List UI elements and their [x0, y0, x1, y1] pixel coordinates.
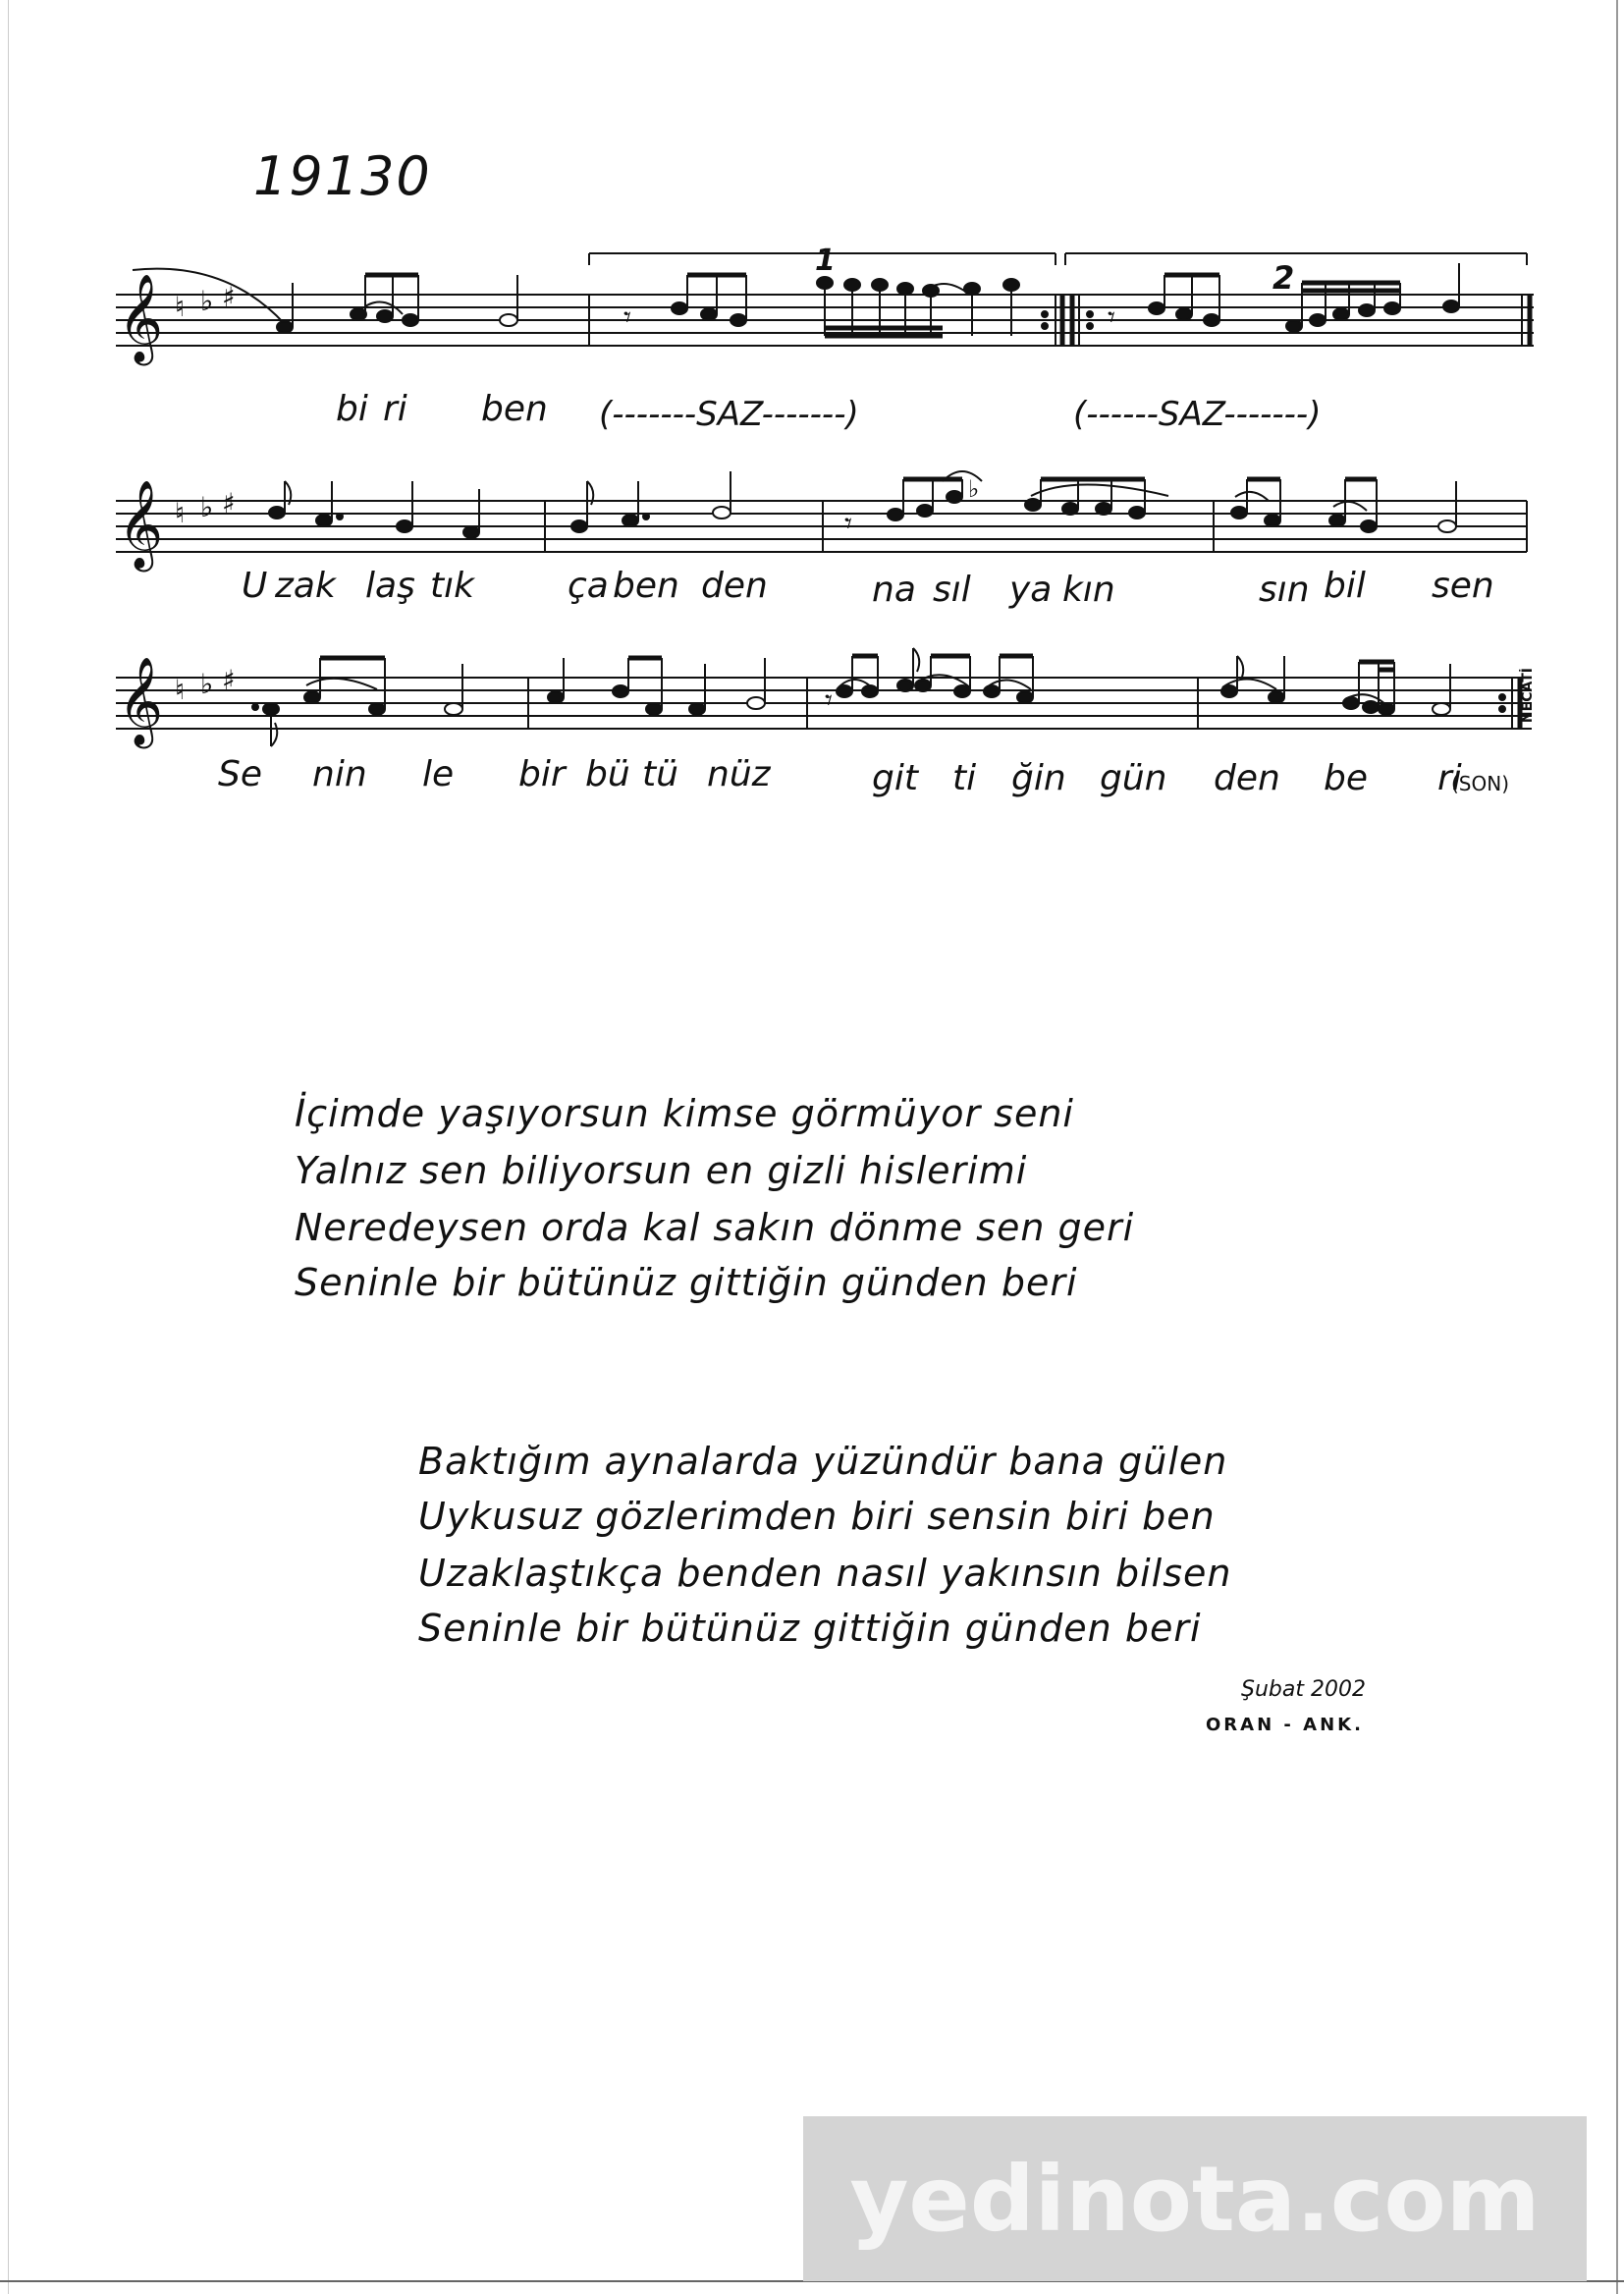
lyric-syllable: U — [242, 566, 268, 606]
svg-text:𝄞: 𝄞 — [118, 274, 164, 362]
svg-text:𝄞: 𝄞 — [118, 480, 164, 569]
saz-instruction: (------SAZ-------) — [1073, 395, 1322, 434]
svg-text:𝄾: 𝄾 — [1108, 300, 1115, 335]
staff-line-1 — [0, 246, 1624, 393]
lyric-syllable: den — [701, 566, 768, 606]
lyric-syllable: na — [872, 570, 916, 610]
verse-1-line: Yalnız sen biliyorsun en gizli hislerimi — [295, 1149, 1028, 1192]
lyric-syllable: ça — [568, 566, 609, 606]
svg-text:♭: ♭ — [200, 285, 214, 317]
lyric-syllable: sen — [1432, 566, 1494, 606]
page-number: 19130 — [253, 145, 432, 207]
lyric-syllable: ben — [613, 566, 679, 606]
verse-2-line: Baktığım aynalarda yüzündür bana gülen — [418, 1440, 1228, 1483]
verse-1-line: Seninle bir bütünüz gittiğin günden beri — [295, 1261, 1078, 1304]
end-mark: (SON) — [1451, 772, 1510, 795]
svg-text:𝄾: 𝄾 — [844, 507, 852, 541]
lyric-syllable: git — [872, 758, 918, 798]
lyric-syllable: laş — [365, 566, 415, 606]
saz-instruction: (-------SAZ-------) — [599, 395, 859, 434]
svg-text:♭: ♭ — [200, 491, 214, 523]
svg-text:♭: ♭ — [968, 475, 980, 503]
lyric-syllable: ya — [1009, 570, 1053, 610]
watermark-text: yedinota.com — [849, 2146, 1541, 2252]
svg-text:♭: ♭ — [200, 668, 214, 700]
lyric-syllable: tık — [430, 566, 474, 606]
svg-text:♯: ♯ — [222, 664, 236, 696]
verse-2-line: Uykusuz gözlerimden biri sensin biri ben — [418, 1495, 1216, 1538]
lyric-syllable: zak — [275, 566, 336, 606]
lyric-syllable: nüz — [707, 754, 771, 794]
lyric-syllable: gün — [1100, 758, 1167, 798]
lyric-syllable: tü — [642, 754, 678, 794]
lyric-syllable: bir — [518, 754, 566, 794]
verse-1-line: Neredeysen orda kal sakın dönme sen geri — [295, 1206, 1135, 1249]
lyric-syllable: le — [422, 754, 455, 794]
lyric-syllable: sın — [1259, 570, 1310, 610]
svg-text:♮: ♮ — [175, 497, 186, 529]
signature-place: ORAN - ANK. — [1206, 1715, 1364, 1735]
lyric-syllable: ti — [952, 758, 977, 798]
svg-text:𝄞: 𝄞 — [118, 657, 164, 745]
lyric-syllable: ri — [383, 389, 407, 429]
svg-text:♯: ♯ — [222, 487, 236, 519]
svg-text:𝄾: 𝄾 — [825, 683, 833, 718]
lyric-syllable: kın — [1062, 570, 1115, 610]
svg-text:𝄾: 𝄾 — [623, 300, 631, 335]
lyric-syllable: sıl — [933, 570, 971, 610]
lyric-syllable: Se — [218, 754, 262, 794]
lyric-syllable: den — [1214, 758, 1280, 798]
composer-side-label: NECATİ — [1520, 668, 1536, 724]
svg-text:♮: ♮ — [175, 291, 186, 323]
volta-2-number: 2 — [1272, 259, 1295, 297]
lyric-syllable: ğin — [1011, 758, 1066, 798]
lyric-syllable: ri — [1437, 758, 1462, 798]
signature-date: Şubat 2002 — [1241, 1677, 1366, 1702]
verse-2-line: Uzaklaştıkça benden nasıl yakınsın bilsen — [418, 1552, 1232, 1595]
lyric-syllable: nin — [312, 754, 367, 794]
svg-text:♮: ♮ — [175, 674, 186, 706]
lyric-syllable: be — [1324, 758, 1368, 798]
volta-1-number: 1 — [815, 244, 836, 278]
svg-text:♯: ♯ — [222, 281, 236, 313]
verse-1-line: İçimde yaşıyorsun kimse görmüyor seni — [295, 1092, 1074, 1135]
lyric-syllable: bi — [336, 389, 368, 429]
lyric-syllable: ben — [481, 389, 548, 429]
lyric-syllable: bü — [585, 754, 630, 794]
verse-2-line: Seninle bir bütünüz gittiğin günden beri — [418, 1607, 1202, 1650]
lyric-syllable: bil — [1324, 566, 1366, 606]
